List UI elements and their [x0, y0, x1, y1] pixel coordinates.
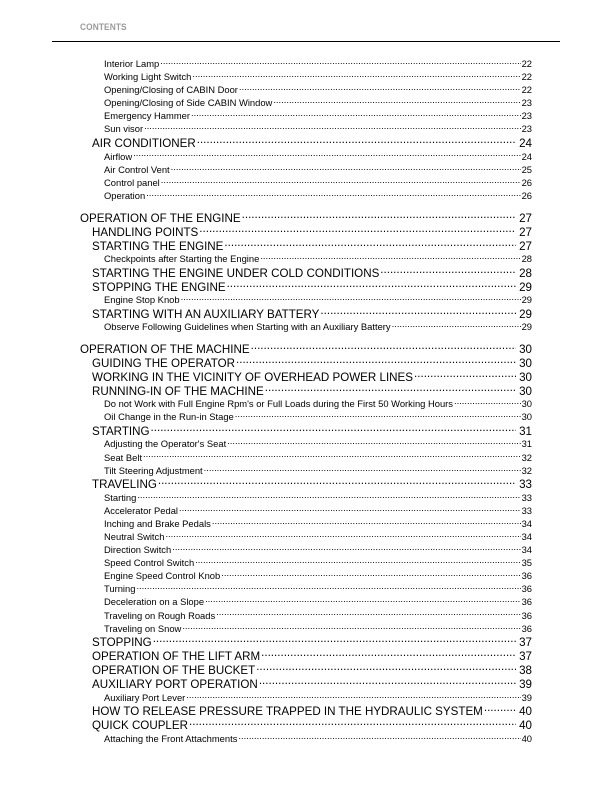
toc-entry-title: RUNNING-IN OF THE MACHINE: [92, 384, 264, 398]
toc-entry-page-number: 24: [519, 137, 532, 150]
toc-entry-level3[interactable]: [104, 732, 532, 745]
toc-entry-title: QUICK COUPLER: [92, 719, 188, 732]
dot-leader: [181, 294, 521, 303]
header-divider: [52, 41, 560, 42]
toc-entry-title: Deceleration on a Slope: [104, 596, 205, 608]
toc-entry-page-number: 25: [521, 163, 532, 175]
toc-entry-title: Do not Work with Full Engine Rpm's or Full Loads during the First 50 Working Hours: [104, 398, 453, 410]
toc-entry-title: Opening/Closing of Side CABIN Window: [104, 97, 273, 109]
dot-leader: [197, 136, 516, 148]
toc-entry-title: OPERATION OF THE BUCKET: [92, 664, 256, 677]
toc-entry-level2[interactable]: [92, 677, 532, 691]
toc-entry-level3[interactable]: [104, 504, 532, 517]
dot-leader: [158, 477, 516, 489]
toc-entry-page-number: 22: [521, 84, 532, 96]
toc-entry-level2[interactable]: [92, 238, 532, 252]
dot-leader: [144, 123, 520, 132]
toc-entry-level3[interactable]: [104, 622, 532, 635]
toc-entry-title: HOW TO RELEASE PRESSURE TRAPPED IN THE HYDRAULIC SYSTEM: [92, 705, 483, 718]
toc-entry-level3[interactable]: [104, 543, 532, 556]
toc-entry-level3[interactable]: [104, 293, 532, 306]
toc-entry-page-number: 28: [521, 252, 532, 264]
toc-entry-level3[interactable]: [104, 595, 532, 608]
toc-entry-page-number: 37: [519, 650, 532, 663]
dot-leader: [242, 210, 516, 222]
toc-entry-level3[interactable]: [104, 320, 532, 333]
toc-entry-title: Emergency Hammer: [104, 110, 190, 122]
toc-entry-level3[interactable]: [104, 252, 532, 265]
toc-entry-level2[interactable]: [92, 265, 532, 279]
toc-entry-title: Speed Control Switch: [104, 557, 195, 569]
dot-leader: [146, 189, 520, 198]
toc-entry-title: Starting: [104, 491, 137, 503]
toc-entry-page-number: 30: [519, 342, 532, 356]
toc-entry-page-number: 30: [519, 370, 532, 384]
toc-entry-title: OPERATION OF THE LIFT ARM: [92, 650, 261, 663]
toc-entry-level1[interactable]: [80, 210, 532, 224]
toc-entry-level3[interactable]: [104, 96, 532, 109]
toc-entry-title: Adjusting the Operator's Seat: [104, 438, 227, 450]
toc-entry-title: Working Light Switch: [104, 71, 192, 83]
toc-entry-page-number: 36: [521, 570, 532, 582]
dot-leader: [221, 570, 520, 579]
toc-entry-page-number: 40: [521, 732, 532, 744]
toc-entry-level2[interactable]: [92, 136, 532, 150]
toc-entry-page-number: 22: [521, 58, 532, 69]
toc-entry-title: HANDLING POINTS: [92, 225, 199, 238]
dot-leader: [227, 279, 517, 291]
toc-entry-title: Tilt Steering Adjustment: [104, 464, 203, 476]
dot-leader: [273, 97, 520, 106]
toc-entry-level2[interactable]: [92, 224, 532, 238]
toc-entry-level2[interactable]: [92, 635, 532, 649]
toc-entry-level3[interactable]: [104, 569, 532, 582]
toc-entry-level3[interactable]: [104, 150, 532, 163]
dot-leader: [195, 557, 520, 566]
toc-entry-title: Control panel: [104, 176, 160, 188]
toc-entry-level3[interactable]: [104, 517, 532, 530]
table-of-contents: [0, 57, 612, 745]
toc-entry-page-number: 40: [519, 719, 532, 732]
toc-entry-level3[interactable]: [104, 530, 532, 543]
toc-entry-page-number: 36: [521, 583, 532, 595]
dot-leader: [235, 411, 521, 420]
dot-leader: [259, 677, 516, 689]
toc-entry-level2[interactable]: [92, 306, 532, 320]
toc-entry-title: AUXILIARY PORT OPERATION: [92, 678, 258, 691]
dot-leader: [454, 398, 521, 407]
toc-entry-level2[interactable]: [92, 649, 532, 663]
dot-leader: [205, 596, 520, 605]
toc-entry-level3[interactable]: [104, 464, 532, 477]
toc-entry-level3[interactable]: [104, 109, 532, 122]
toc-entry-level2[interactable]: [92, 663, 532, 677]
dot-leader: [236, 355, 516, 367]
toc-entry-page-number: 35: [521, 557, 532, 569]
toc-entry-level3[interactable]: [104, 437, 532, 450]
toc-entry-page-number: 33: [519, 478, 532, 491]
page-header-title: CONTENTS: [80, 22, 127, 33]
toc-entry-page-number: 27: [519, 211, 532, 224]
toc-entry-title: STARTING WITH AN AUXILIARY BATTERY: [92, 307, 320, 321]
toc-entry-level1[interactable]: [80, 341, 532, 355]
toc-entry-level2[interactable]: [92, 369, 532, 383]
toc-entry-page-number: 32: [521, 464, 532, 476]
toc-entry-page-number: 29: [519, 280, 532, 294]
toc-entry-level3[interactable]: [104, 451, 532, 464]
toc-entry-title: Operation: [104, 189, 146, 201]
dot-leader: [133, 150, 520, 159]
toc-entry-page-number: 23: [521, 97, 532, 109]
toc-entry-page-number: 34: [521, 517, 532, 529]
toc-entry-title: GUIDING THE OPERATOR: [92, 356, 236, 370]
dot-leader: [182, 622, 520, 631]
dot-leader: [171, 163, 521, 172]
toc-entry-title: STARTING: [92, 425, 150, 438]
toc-entry-page-number: 23: [521, 110, 532, 122]
toc-entry-page-number: 26: [521, 189, 532, 201]
toc-entry-level3[interactable]: [104, 57, 532, 70]
toc-entry-level3[interactable]: [104, 691, 532, 704]
toc-entry-level3[interactable]: [104, 176, 532, 189]
toc-entry-title: Air Control Vent: [104, 163, 170, 175]
toc-entry-page-number: 39: [521, 691, 532, 703]
dot-leader: [484, 704, 516, 716]
toc-entry-page-number: 40: [519, 705, 532, 718]
dot-leader: [172, 544, 520, 553]
toc-entry-level3[interactable]: [104, 122, 532, 135]
toc-entry-page-number: 27: [519, 239, 532, 252]
toc-entry-title: Opening/Closing of CABIN Door: [104, 84, 238, 96]
toc-entry-title: Direction Switch: [104, 544, 172, 556]
toc-entry-title: Airflow: [104, 150, 133, 162]
toc-entry-page-number: 27: [519, 225, 532, 238]
toc-entry-level2[interactable]: [92, 279, 532, 293]
toc-entry-title: STOPPING THE ENGINE: [92, 280, 226, 294]
dot-leader: [160, 58, 520, 67]
toc-entry-page-number: 36: [521, 609, 532, 621]
toc-entry-title: Oil Change in the Run-in Stage: [104, 411, 234, 423]
dot-leader: [265, 383, 516, 395]
toc-entry-title: Turning: [104, 583, 136, 595]
toc-entry-page-number: 33: [521, 491, 532, 503]
dot-leader: [320, 306, 516, 318]
toc-entry-level3[interactable]: [104, 70, 532, 83]
toc-entry-title: AIR CONDITIONER: [92, 137, 196, 150]
toc-entry-page-number: 31: [519, 425, 532, 438]
dot-leader: [153, 635, 516, 647]
toc-entry-level3[interactable]: [104, 189, 532, 202]
dot-leader: [256, 663, 516, 675]
toc-entry-title: Observe Following Guidelines when Starting with an Auxiliary Battery: [104, 321, 391, 333]
dot-leader: [251, 341, 516, 353]
toc-entry-page-number: 34: [521, 530, 532, 542]
dot-leader: [238, 732, 520, 741]
toc-entry-page-number: 32: [521, 451, 532, 463]
toc-entry-page-number: 29: [521, 294, 532, 306]
toc-entry-level3[interactable]: [104, 397, 532, 410]
dot-leader: [189, 718, 516, 730]
toc-entry-page-number: 37: [519, 636, 532, 649]
toc-entry-level2[interactable]: [92, 718, 532, 732]
toc-entry-level3[interactable]: [104, 609, 532, 622]
dot-leader: [137, 491, 520, 500]
toc-entry-page-number: 28: [519, 266, 532, 280]
toc-entry-title: Neutral Switch: [104, 530, 165, 542]
toc-entry-title: Traveling on Snow: [104, 622, 182, 634]
toc-entry-page-number: 23: [521, 123, 532, 135]
toc-entry-level3[interactable]: [104, 163, 532, 176]
dot-leader: [179, 504, 521, 513]
toc-entry-title: TRAVELING: [92, 478, 157, 491]
toc-entry-title: Attaching the Front Attachments: [104, 732, 238, 744]
toc-entry-page-number: 24: [521, 150, 532, 162]
toc-entry-level3[interactable]: [104, 410, 532, 423]
dot-leader: [224, 238, 516, 250]
toc-entry-page-number: 29: [521, 321, 532, 333]
dot-leader: [239, 84, 521, 93]
dot-leader: [261, 649, 516, 661]
toc-entry-page-number: 36: [521, 622, 532, 634]
dot-leader: [192, 71, 520, 80]
dot-leader: [216, 609, 520, 618]
toc-entry-level3[interactable]: [104, 83, 532, 96]
toc-entry-page-number: 29: [519, 307, 532, 321]
toc-entry-level2[interactable]: [92, 423, 532, 437]
toc-entry-title: Sun visor: [104, 123, 144, 135]
toc-entry-page-number: 30: [521, 411, 532, 423]
dot-leader: [165, 531, 520, 540]
dot-leader: [186, 691, 520, 700]
toc-entry-page-number: 38: [519, 664, 532, 677]
toc-entry-level2[interactable]: [92, 477, 532, 491]
toc-entry-title: Engine Stop Knob: [104, 294, 180, 306]
toc-entry-title: STARTING THE ENGINE: [92, 239, 224, 252]
toc-entry-level3[interactable]: [104, 556, 532, 569]
toc-entry-title: Checkpoints after Starting the Engine: [104, 252, 260, 264]
toc-entry-page-number: 30: [521, 398, 532, 410]
toc-entry-page-number: 36: [521, 596, 532, 608]
toc-entry-title: STARTING THE ENGINE UNDER COLD CONDITIONS: [92, 266, 380, 280]
dot-leader: [136, 583, 520, 592]
dot-leader: [199, 224, 516, 236]
toc-entry-title: Engine Speed Control Knob: [104, 570, 221, 582]
toc-entry-level3[interactable]: [104, 491, 532, 504]
dot-leader: [161, 176, 521, 185]
dot-leader: [414, 369, 516, 381]
toc-entry-title: Interior Lamp: [104, 58, 160, 69]
toc-entry-title: STOPPING: [92, 636, 152, 649]
toc-entry-title: OPERATION OF THE ENGINE: [80, 211, 241, 224]
toc-entry-title: Auxiliary Port Lever: [104, 691, 186, 703]
toc-entry-level2[interactable]: [92, 704, 532, 718]
toc-entry-title: WORKING IN THE VICINITY OF OVERHEAD POWER LINES: [92, 370, 414, 384]
dot-leader: [380, 265, 516, 277]
toc-entry-title: Accelerator Pedal: [104, 504, 178, 516]
dot-leader: [212, 517, 521, 526]
dot-leader: [143, 451, 521, 460]
dot-leader: [227, 438, 520, 447]
toc-entry-title: Inching and Brake Pedals: [104, 517, 211, 529]
toc-entry-page-number: 31: [521, 438, 532, 450]
toc-entry-level3[interactable]: [104, 582, 532, 595]
dot-leader: [191, 110, 521, 119]
toc-entry-page-number: 34: [521, 544, 532, 556]
toc-entry-title: Seat Belt: [104, 451, 143, 463]
dot-leader: [260, 253, 520, 262]
dot-leader: [392, 321, 521, 330]
toc-entry-title: Traveling on Rough Roads: [104, 609, 216, 621]
toc-entry-page-number: 33: [521, 504, 532, 516]
toc-entry-page-number: 30: [519, 356, 532, 370]
toc-entry-page-number: 39: [519, 678, 532, 691]
toc-entry-page-number: 26: [521, 176, 532, 188]
toc-entry-page-number: 22: [521, 71, 532, 83]
toc-entry-level2[interactable]: [92, 383, 532, 397]
dot-leader: [151, 423, 517, 435]
dot-leader: [204, 464, 521, 473]
toc-entry-title: OPERATION OF THE MACHINE: [80, 342, 250, 356]
toc-entry-level2[interactable]: [92, 355, 532, 369]
toc-entry-page-number: 30: [519, 384, 532, 398]
